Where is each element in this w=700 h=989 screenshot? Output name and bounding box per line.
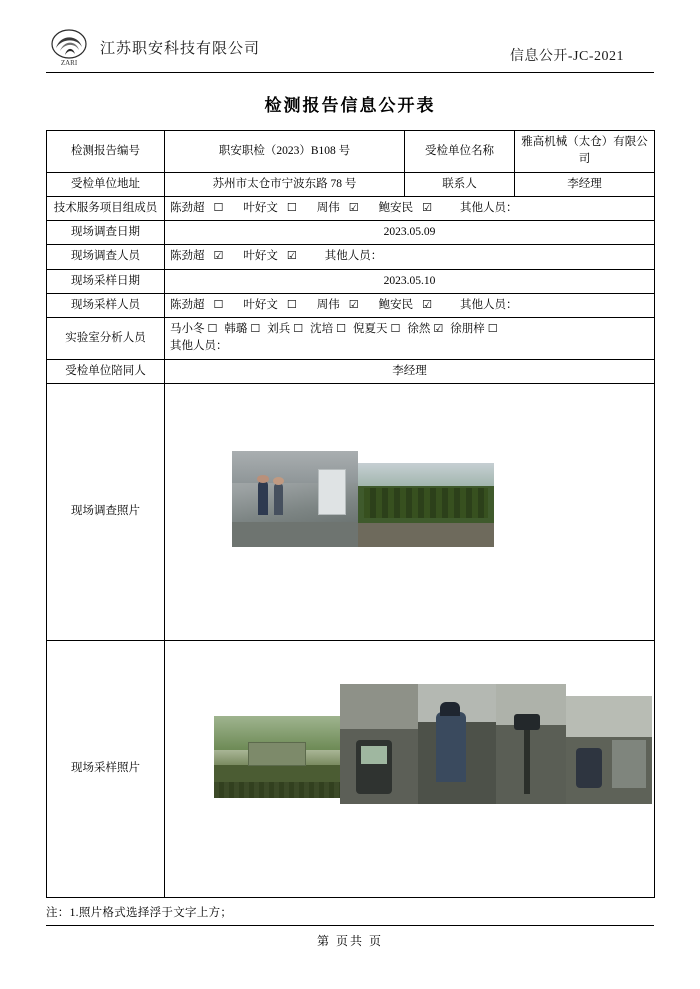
staff-item [224, 323, 260, 335]
staff-name: 陈劲超 [170, 298, 205, 311]
team-members-list [170, 202, 524, 214]
staff-other-label: 其他人员： [460, 201, 518, 214]
checkbox-checked-icon[interactable]: ☑ [433, 322, 444, 335]
checkbox-checked-icon[interactable]: ☑ [286, 249, 297, 263]
checkbox-unchecked-icon[interactable]: ☐ [293, 322, 304, 335]
staff-item [243, 250, 302, 262]
sampling-photo-2 [340, 684, 418, 804]
checkbox-unchecked-icon[interactable]: ☐ [336, 322, 346, 335]
table-row-sampling-photos [47, 640, 655, 897]
sampling-photo-5 [566, 696, 652, 804]
table-row [47, 245, 655, 269]
client-address-label: 受检单位地址 [47, 172, 165, 196]
staff-other-label: 其他人员： [324, 250, 383, 263]
lab-staff-label: 实验室分析人员 [47, 318, 165, 360]
staff-item [170, 323, 217, 335]
page-footer: 第 页共 页 [46, 925, 654, 949]
page-header [46, 22, 654, 73]
lab-staff [165, 318, 655, 360]
escort-label: 受检单位陪同人 [47, 359, 165, 383]
checkbox-unchecked-icon[interactable]: ☐ [286, 200, 297, 214]
sampling-photo-3 [418, 684, 496, 804]
client-name-value: 雅高机械（太仓）有限公司 [515, 131, 655, 173]
checkbox-unchecked-icon[interactable]: ☐ [487, 322, 498, 335]
team-members [165, 196, 655, 220]
staff-name: 陈劲超 [170, 250, 205, 263]
staff-name: 周伟 [316, 201, 340, 214]
sampling-date-label: 现场采样日期 [47, 269, 165, 293]
staff-item [317, 202, 365, 214]
sampling-staff-list [170, 299, 524, 311]
sampling-photo-1 [214, 716, 340, 798]
staff-item [317, 299, 365, 311]
checkbox-unchecked-icon[interactable]: ☐ [213, 297, 224, 311]
client-name-label: 受检单位名称 [405, 131, 515, 173]
survey-staff-label: 现场调查人员 [47, 245, 165, 269]
sampling-photo-cell [165, 640, 655, 897]
page-title: 检测报告信息公开表 [264, 96, 436, 115]
staff-other-label: 其他人员： [460, 298, 518, 311]
staff-name: 叶好文 [243, 201, 278, 214]
staff-name: 沈培 [310, 323, 334, 335]
client-address-value: 苏州市太仓市宁波东路 78 号 [165, 172, 405, 196]
survey-photo-cell [165, 383, 655, 640]
checkbox-unchecked-icon[interactable]: ☐ [390, 322, 401, 335]
staff-item [310, 323, 346, 335]
contact-label: 联系人 [405, 172, 515, 196]
checkbox-checked-icon[interactable]: ☑ [422, 200, 432, 214]
sampling-photo-group [170, 644, 649, 894]
table-row [47, 221, 655, 245]
staff-name: 叶好文 [243, 250, 278, 263]
note-text: 注：1.照片格式选择浮于文字上方； [46, 906, 233, 919]
sampling-date-value: 2023.05.10 [165, 269, 655, 293]
staff-name: 刘兵 [267, 323, 291, 335]
sampling-staff [165, 293, 655, 317]
document-code: 信息公开-JC-2021 [509, 49, 624, 64]
report-info-table [46, 130, 655, 898]
checkbox-checked-icon[interactable]: ☑ [422, 297, 432, 311]
checkbox-unchecked-icon[interactable]: ☐ [213, 200, 224, 214]
survey-staff [165, 245, 655, 269]
company-name: 江苏职安科技有限公司 [100, 40, 261, 57]
table-row [47, 196, 655, 220]
checkbox-unchecked-icon[interactable]: ☐ [286, 297, 297, 311]
checkbox-checked-icon[interactable]: ☑ [348, 297, 359, 311]
team-label: 技术服务项目组成员 [47, 196, 165, 220]
sampling-photo-4 [496, 684, 566, 804]
checkbox-checked-icon[interactable]: ☑ [213, 249, 224, 263]
staff-name: 陈劲超 [170, 201, 205, 214]
staff-name: 鲍安民 [378, 201, 414, 214]
header-left [46, 28, 260, 68]
table-row-survey-photos [47, 383, 655, 640]
survey-photo-1 [232, 451, 358, 547]
staff-name: 周伟 [316, 298, 340, 311]
survey-photo-2 [358, 463, 494, 547]
escort-value: 李经理 [165, 359, 655, 383]
staff-name: 徐然 [407, 323, 431, 335]
staff-item [170, 202, 229, 214]
table-row [47, 293, 655, 317]
report-no-value: 职安职检（2023）B108 号 [165, 131, 405, 173]
table-row [47, 318, 655, 360]
survey-staff-list [170, 250, 388, 262]
table-row [47, 359, 655, 383]
sampling-photo-label: 现场采样照片 [47, 640, 165, 897]
staff-name: 徐朋梓 [450, 323, 485, 335]
staff-name: 鲍安民 [378, 298, 414, 311]
table-row [47, 172, 655, 196]
sampling-staff-label: 现场采样人员 [47, 293, 165, 317]
checkbox-unchecked-icon[interactable]: ☐ [207, 322, 218, 335]
checkbox-unchecked-icon[interactable]: ☐ [250, 322, 261, 335]
survey-photo-label: 现场调查照片 [47, 383, 165, 640]
staff-name: 叶好文 [243, 298, 278, 311]
staff-item [353, 323, 400, 335]
table-row [47, 131, 655, 173]
staff-item [379, 202, 438, 214]
survey-photo-group [170, 387, 649, 637]
contact-value: 李经理 [515, 172, 655, 196]
company-logo-icon [46, 28, 92, 68]
staff-item [170, 250, 229, 262]
checkbox-checked-icon[interactable]: ☑ [348, 200, 359, 214]
staff-item [267, 323, 303, 335]
staff-item [407, 323, 443, 335]
svg-text:ZARI: ZARI [60, 59, 78, 67]
survey-date-value: 2023.05.09 [165, 221, 655, 245]
staff-item [379, 299, 438, 311]
staff-name: 韩璐 [224, 323, 248, 335]
table-row [47, 269, 655, 293]
survey-date-label: 现场调查日期 [47, 221, 165, 245]
report-no-label: 检测报告编号 [47, 131, 165, 173]
staff-item [243, 299, 302, 311]
staff-name: 倪夏天 [353, 323, 388, 335]
lab-staff-list [170, 321, 649, 338]
lab-staff-other-label: 其他人员： [170, 340, 228, 353]
staff-item [170, 299, 229, 311]
staff-item [450, 323, 497, 335]
staff-name: 马小冬 [170, 323, 205, 335]
staff-item [243, 202, 302, 214]
